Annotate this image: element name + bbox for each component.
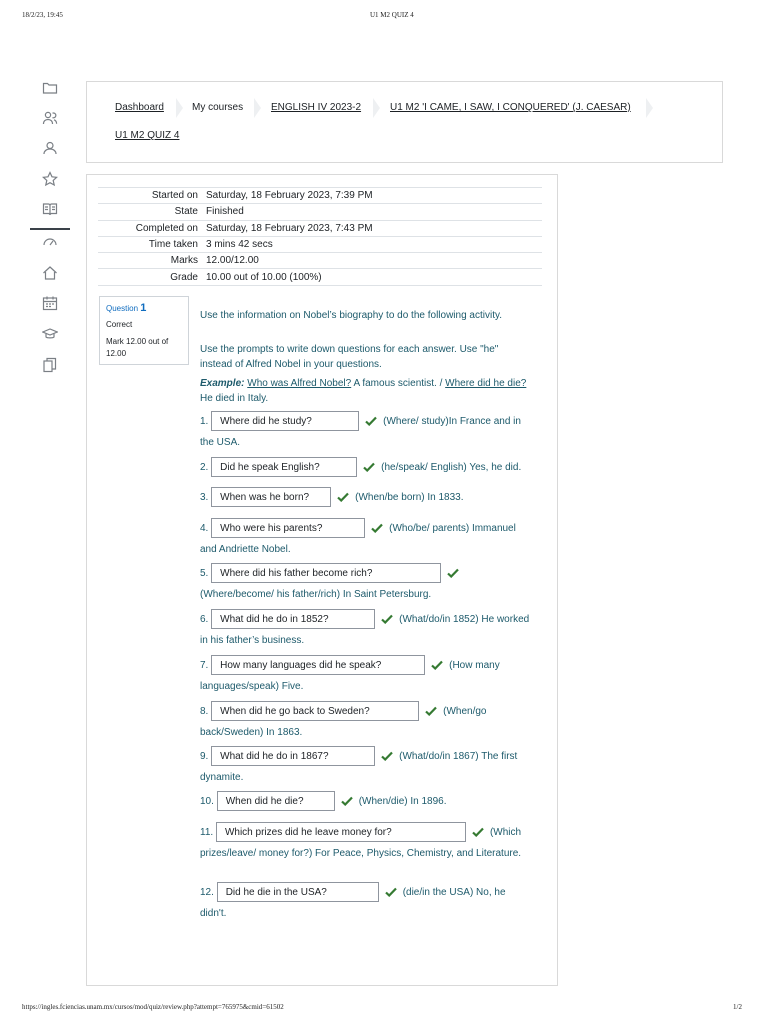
answer-number: 1. [200,416,209,427]
summary-key: Grade [98,269,206,285]
book-icon[interactable] [42,201,58,217]
answer-number: 10. [200,796,214,807]
answer-item [200,563,530,605]
summary-key: State [98,204,206,220]
example-answer-2: He died in Italy. [200,393,269,404]
question-info-box [99,296,189,365]
breadcrumb-my-courses: My courses [192,102,244,113]
answer-hint: (When/go back/Sweden) In 1863. [200,706,487,738]
check-icon [425,706,437,716]
answer-item [200,655,530,697]
summary-key: Time taken [98,236,206,252]
user-group-icon[interactable] [42,110,58,126]
example-label: Example: [200,378,245,389]
breadcrumb-quiz[interactable]: U1 M2 QUIZ 4 [115,130,180,141]
check-icon [447,568,459,578]
question-mark: Mark 12.00 out of 12.00 [106,337,169,358]
summary-key: Completed on [98,220,206,236]
answer-number: 11. [200,827,214,838]
check-icon [365,416,377,426]
answer-field[interactable]: When was he born? [211,487,331,507]
table-row [98,269,542,285]
question-instructions: Use the prompts to write down questions for each answer. Use "he" instead of Alfred Nobel in your questions. [200,344,499,370]
question-number-value: 1 [140,302,147,314]
answer-item [200,411,530,453]
breadcrumb-section[interactable]: U1 M2 'I CAME, I SAW, I CONQUERED' (J. CAESAR) [390,102,631,113]
answer-item [200,882,530,924]
answer-number: 7. [200,660,209,671]
answer-item [200,822,530,864]
answer-item [200,791,530,812]
summary-value: Saturday, 18 February 2023, 7:43 PM [206,220,542,236]
check-icon [341,796,353,806]
breadcrumb-course[interactable]: ENGLISH IV 2023-2 [271,102,362,113]
table-row [98,253,542,269]
table-row [98,188,542,204]
question-label: Question [106,304,139,313]
question-number [106,302,146,314]
answer-hint: (Who/be/ parents) Immanuel and Andriette Nobel. [200,523,516,555]
answer-field[interactable]: Where did his father become rich? [211,563,441,583]
answer-hint: (Which prizes/leave/ money for?) For Peace, Physics, Chemistry, and Literature. [200,827,522,859]
check-icon [337,492,349,502]
summary-value: 3 mins 42 secs [206,236,542,252]
answer-number: 12. [200,887,214,898]
chevron-right-icon [372,98,382,118]
answer-field[interactable]: Who were his parents? [211,518,365,538]
answer-hint: (What/do/in 1852) He worked in his father’s business. [200,614,530,646]
example-answer-1: A famous scientist. / [353,378,443,389]
answer-item [200,457,530,478]
answer-field[interactable]: Did he speak English? [211,457,357,477]
check-icon [381,614,393,624]
answer-hint: (How many languages/speak) Five. [200,660,500,692]
breadcrumb-dashboard[interactable]: Dashboard [115,102,164,113]
graduation-cap-icon[interactable] [42,326,58,342]
print-url: https://ingles.fciencias.unam.mx/cursos/mod/quiz/review.php?attempt=765975&cmid=61502 [22,1003,284,1011]
check-icon [381,751,393,761]
summary-value: Saturday, 18 February 2023, 7:39 PM [206,188,542,204]
chevron-right-icon [253,98,263,118]
example-question-1: Who was Alfred Nobel? [247,378,352,389]
answer-hint: (Where/ study)In France and in the USA. [200,416,521,448]
print-page-number: 1/2 [733,1003,742,1011]
files-icon[interactable] [42,357,58,373]
question-intro: Use the information on Nobel’s biography to do the following activity. [200,310,503,321]
answer-field[interactable]: Where did he study? [211,411,359,431]
answer-number: 8. [200,706,209,717]
summary-key: Marks [98,253,206,269]
answer-field[interactable]: When did he die? [217,791,335,811]
answer-item [200,746,530,788]
folder-icon[interactable] [42,80,58,96]
print-datetime: 18/2/23, 19:45 [22,11,63,19]
answer-hint: (he/speak/ English) Yes, he did. [381,462,522,473]
question-example [200,376,530,406]
summary-value: 12.00/12.00 [206,253,542,269]
table-row [98,220,542,236]
calendar-icon[interactable] [42,295,58,311]
answer-number: 5. [200,568,209,579]
answer-field[interactable]: What did he do in 1867? [211,746,375,766]
check-icon [472,827,484,837]
answer-hint: (Where/become/ his father/rich) In Saint Petersburg. [200,589,432,600]
answer-hint: (What/do/in 1867) The first dynamite. [200,751,518,783]
answer-item [200,609,530,651]
answer-hint: (When/be born) In 1833. [355,492,464,503]
answer-item [200,487,530,508]
breadcrumb [86,81,723,163]
chevron-right-icon [645,98,655,118]
users-icon[interactable] [42,140,58,156]
answer-item [200,701,530,743]
answer-number: 2. [200,462,209,473]
drawer-active-indicator [30,228,70,230]
answer-field[interactable]: Did he die in the USA? [217,882,379,902]
answer-field[interactable]: When did he go back to Sweden? [211,701,419,721]
answer-item [200,518,530,560]
answer-number: 6. [200,614,209,625]
table-row [98,204,542,220]
answer-number: 4. [200,523,209,534]
check-icon [371,523,383,533]
check-icon [431,660,443,670]
table-row [98,236,542,252]
home-icon[interactable] [42,265,58,281]
print-title: U1 M2 QUIZ 4 [370,11,414,19]
star-icon[interactable] [42,171,58,187]
answer-number: 9. [200,751,209,762]
answer-hint: (die/in the USA) No, he didn't. [200,887,506,919]
answer-field[interactable]: Which prizes did he leave money for? [216,822,466,842]
answer-number: 3. [200,492,209,503]
question-state: Correct [106,320,133,329]
example-question-2: Where did he die? [445,378,527,389]
dashboard-icon[interactable] [42,234,58,250]
attempt-summary-table [98,187,542,286]
chevron-right-icon [175,98,185,118]
summary-key: Started on [98,188,206,204]
check-icon [385,887,397,897]
answer-field[interactable]: How many languages did he speak? [211,655,425,675]
answer-field[interactable]: What did he do in 1852? [211,609,375,629]
answer-hint: (When/die) In 1896. [358,796,447,807]
summary-value: Finished [206,204,542,220]
summary-value: 10.00 out of 10.00 (100%) [206,269,542,285]
check-icon [363,462,375,472]
